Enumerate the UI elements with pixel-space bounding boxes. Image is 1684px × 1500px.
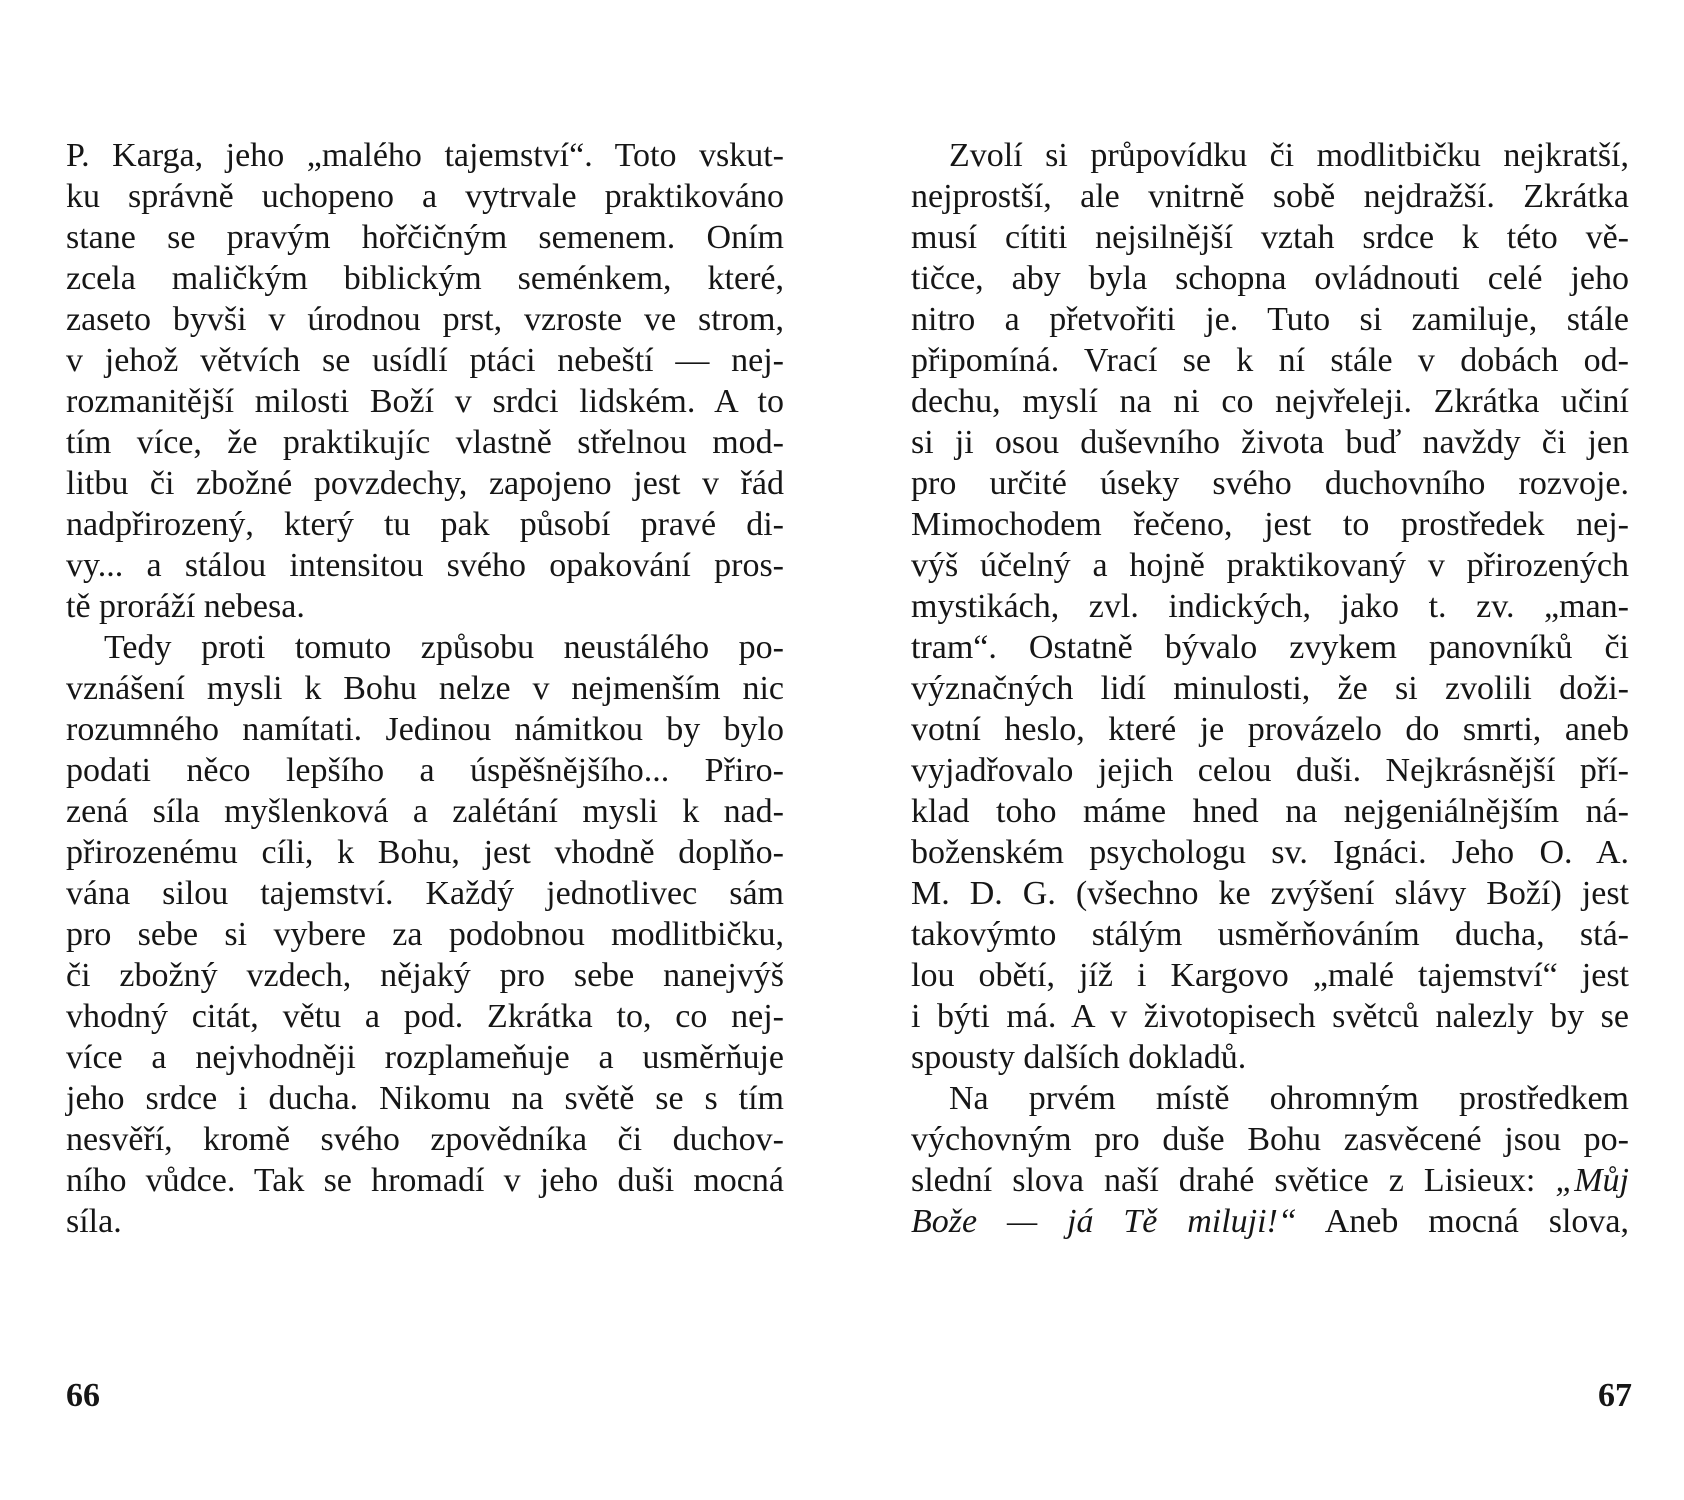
text-line: či zbožný vzdech, nějaký pro sebe nanejvýš xyxy=(66,957,784,994)
text-line: vhodný citát, větu a pod. Zkrátka to, co nej- xyxy=(66,998,784,1035)
text-line: si ji osou duševního života buď navždy či jen xyxy=(911,424,1629,461)
text-line: ku správně uchopeno a vytrvale praktikováno xyxy=(66,178,784,215)
text-line: vznášení mysli k Bohu nelze v nejmenším nic xyxy=(66,670,784,707)
page-number: 66 xyxy=(66,1377,100,1414)
text-line: podati něco lepšího a úspěšnějšího... Přiro- xyxy=(66,752,784,789)
text-line: litbu či zbožné povzdechy, zapojeno jest v řád xyxy=(66,465,784,502)
text-line: spousty dalších dokladů. xyxy=(911,1039,1247,1076)
text-line: stane se pravým hořčičným semenem. Oním xyxy=(66,219,784,256)
text-line: zaseto byvši v úrodnou prst, vzroste ve strom, xyxy=(66,301,784,338)
text-line xyxy=(911,1200,1629,1244)
text-line: i býti má. A v životopisech světců nalezly by se xyxy=(911,998,1629,1035)
italic-quote: „Můj xyxy=(1555,1162,1629,1199)
text-line: výchovným pro duše Bohu zasvěcené jsou po- xyxy=(911,1121,1629,1158)
text-line: ního vůdce. Tak se hromadí v jeho duši mocná xyxy=(66,1162,784,1199)
text-line: dechu, myslí na ni co nejvřeleji. Zkrátka učiní xyxy=(911,383,1629,420)
right-page xyxy=(842,0,1684,1500)
text-line: přirozenému cíli, k Bohu, jest vhodně doplňo- xyxy=(66,834,784,871)
text-line: tičce, aby byla schopna ovládnouti celé jeho xyxy=(911,260,1629,297)
text-line: lou obětí, jíž i Kargovo „malé tajemství“ jest xyxy=(911,957,1629,994)
text-line: mystikách, zvl. indických, jako t. zv. „man- xyxy=(911,588,1629,625)
text-line: více a nejvhodněji rozplameňuje a usměrňuje xyxy=(66,1039,784,1076)
text-line: vy... a stálou intensitou svého opakování pros- xyxy=(66,547,784,584)
text-line: votní heslo, které je provázelo do smrti, aneb xyxy=(911,711,1629,748)
italic-quote: Bože — já Tě miluji!“ xyxy=(911,1203,1297,1240)
text-line: tě proráží nebesa. xyxy=(66,588,305,625)
paragraph-start-line: Na prvém místě ohromným prostředkem xyxy=(949,1080,1629,1117)
text-line: rozumného namítati. Jedinou námitkou by bylo xyxy=(66,711,784,748)
paragraph-start-line: Tedy proti tomuto způsobu neustálého po- xyxy=(104,629,784,666)
text-line: vyjadřovalo jejich celou duši. Nejkrásnější pří- xyxy=(911,752,1629,789)
text-line: v jehož větvích se usídlí ptáci nebeští — nej- xyxy=(66,342,784,379)
text-line: tím více, že praktikujíc vlastně střelnou mod- xyxy=(66,424,784,461)
text-line: tram“. Ostatně bývalo zvykem panovníků či xyxy=(911,629,1629,666)
text-line: pro sebe si vybere za podobnou modlitbičku, xyxy=(66,916,784,953)
text-line: boženském psychologu sv. Ignáci. Jeho O. A. xyxy=(911,834,1629,871)
text-segment: Aneb mocná slova, xyxy=(1324,1203,1630,1240)
text-segment: slední slova naší drahé světice z Lisieux: xyxy=(911,1162,1536,1199)
text-line: klad toho máme hned na nejgeniálnějším ná- xyxy=(911,793,1629,830)
text-line: pro určité úseky svého duchovního rozvoje. xyxy=(911,465,1629,502)
paragraph-start-line: Zvolí si průpovídku či modlitbičku nejkratší, xyxy=(949,137,1629,174)
text-line: jeho srdce i ducha. Nikomu na světě se s tím xyxy=(66,1080,784,1117)
text-line: síla. xyxy=(66,1203,122,1240)
text-line: vána silou tajemství. Každý jednotlivec sám xyxy=(66,875,784,912)
text-line: M. D. G. (všechno ke zvýšení slávy Boží) jest xyxy=(911,875,1629,912)
text-line: význačných lidí minulosti, že si zvolili doži- xyxy=(911,670,1629,707)
text-line: nejprostší, ale vnitrně sobě nejdražší. Zkrátka xyxy=(911,178,1629,215)
text-line xyxy=(911,1159,1629,1203)
text-line: P. Karga, jeho „malého tajemství“. Toto vskut- xyxy=(66,137,784,174)
text-line: musí cítiti nejsilnější vztah srdce k této vě- xyxy=(911,219,1629,256)
text-line: takovýmto stálým usměrňováním ducha, stá- xyxy=(911,916,1629,953)
text-line: nitro a přetvořiti je. Tuto si zamiluje, stále xyxy=(911,301,1629,338)
text-line: nadpřirozený, který tu pak působí pravé di- xyxy=(66,506,784,543)
text-line: rozmanitější milosti Boží v srdci lidském. A to xyxy=(66,383,784,420)
text-line: zcela maličkým biblickým seménkem, které, xyxy=(66,260,784,297)
page-number: 67 xyxy=(1598,1377,1632,1414)
text-line: zená síla myšlenková a zalétání mysli k nad- xyxy=(66,793,784,830)
text-line: výš účelný a hojně praktikovaný v přirozených xyxy=(911,547,1629,584)
text-line: nesvěří, kromě svého zpovědníka či duchov- xyxy=(66,1121,784,1158)
text-line: připomíná. Vrací se k ní stále v dobách od- xyxy=(911,342,1629,379)
text-line: Mimochodem řečeno, jest to prostředek nej- xyxy=(911,506,1629,543)
